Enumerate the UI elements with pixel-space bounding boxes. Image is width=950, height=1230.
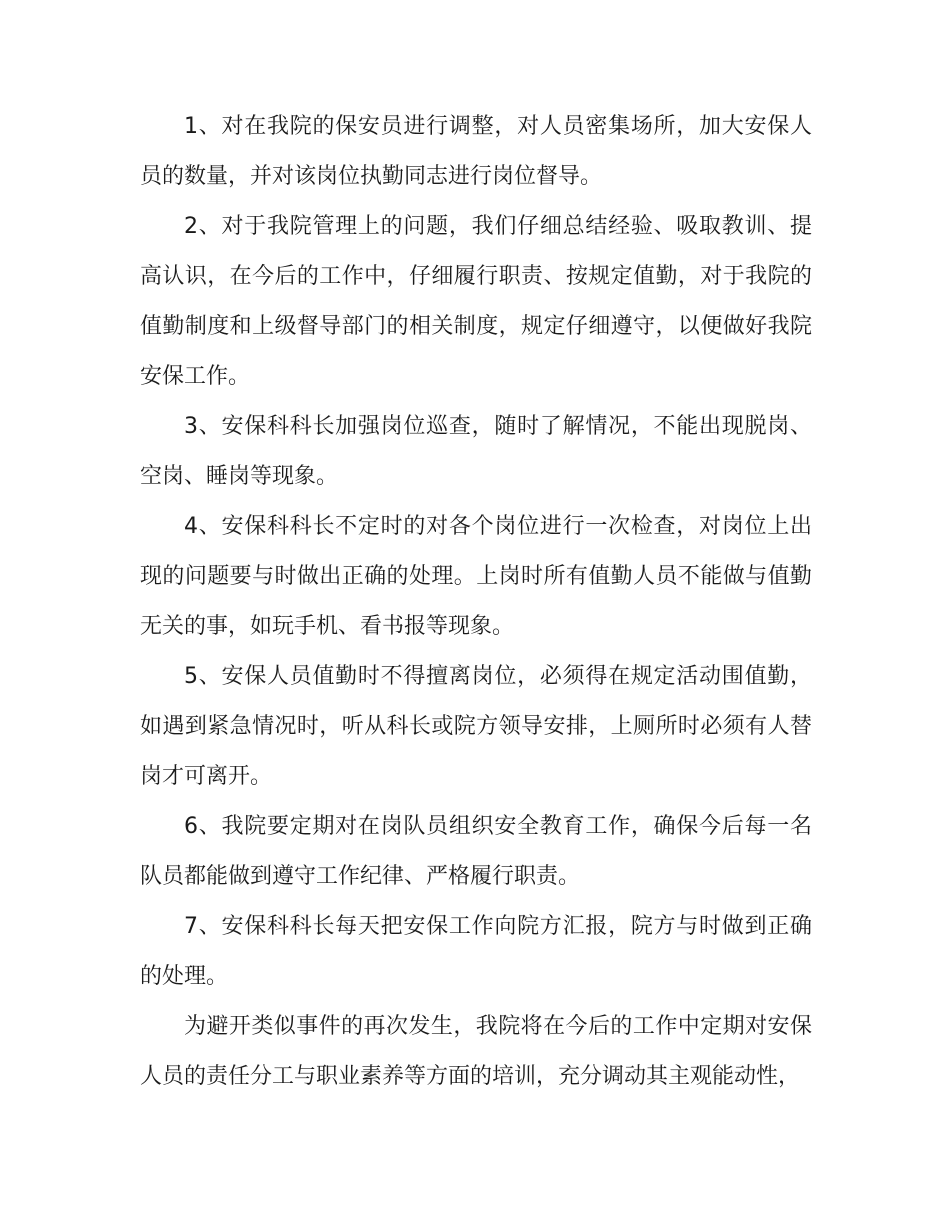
paragraph-2: 2、对于我院管理上的问题，我们仔细总结经验、吸取教训、提高认识，在今后的工作中，仔细履行职责、按规定值勤，对于我院的值勤制度和上级督导部门的相关制度，规定仔细遵守，以便做好我院安保工作。 <box>140 214 812 389</box>
document-body <box>140 102 812 1102</box>
paragraph-8: 为避开类似事件的再次发生，我院将在今后的工作中定期对安保人员的责任分工与职业素养等方面的培训，充分调动其主观能动性， <box>140 1014 812 1089</box>
paragraph-1: 1、对在我院的保安员进行调整，对人员密集场所，加大安保人员的数量，并对该岗位执勤同志进行岗位督导。 <box>140 114 812 189</box>
paragraph-5: 5、安保人员值勤时不得擅离岗位，必须得在规定活动围值勤，如遇到紧急情况时，听从科长或院方领导安排，上厕所时必须有人替岗才可离开。 <box>140 664 812 789</box>
paragraph-4: 4、安保科科长不定时的对各个岗位进行一次检查，对岗位上出现的问题要与时做出正确的处理。上岗时所有值勤人员不能做与值勤无关的事，如玩手机、看书报等现象。 <box>140 514 812 639</box>
paragraph-3: 3、安保科科长加强岗位巡查，随时了解情况，不能出现脱岗、空岗、睡岗等现象。 <box>140 414 812 489</box>
paragraph-6: 6、我院要定期对在岗队员组织安全教育工作，确保今后每一名队员都能做到遵守工作纪律、严格履行职责。 <box>140 814 812 889</box>
paragraph-7: 7、安保科科长每天把安保工作向院方汇报，院方与时做到正确的处理。 <box>140 914 812 989</box>
